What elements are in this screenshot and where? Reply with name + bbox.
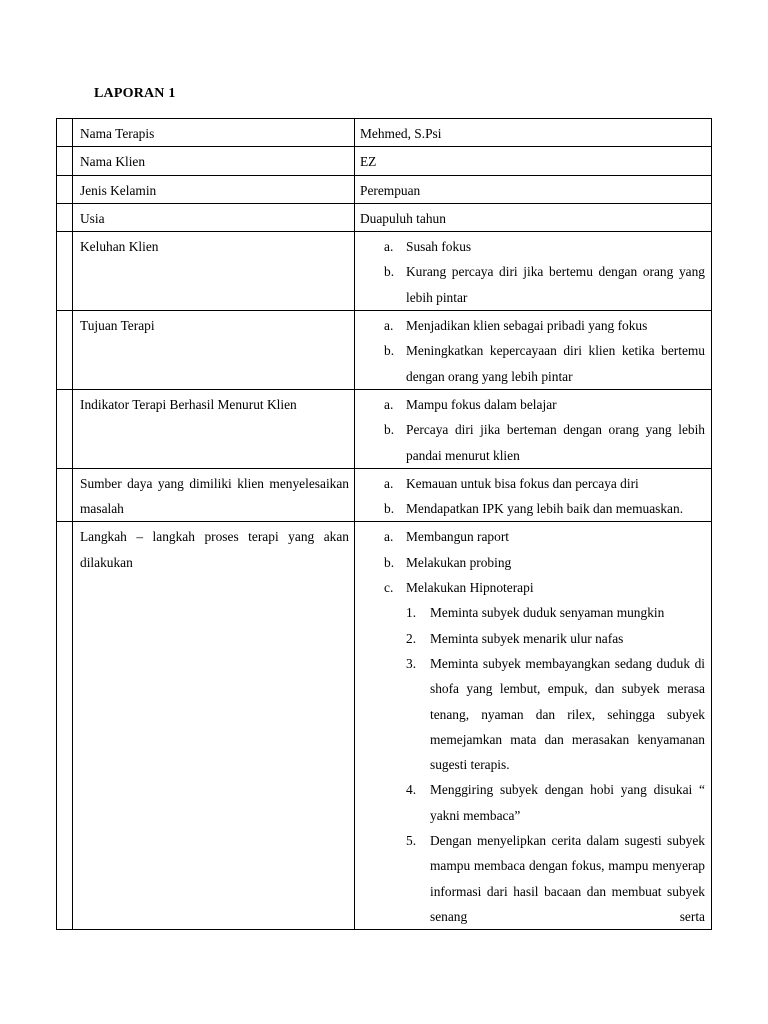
list-item: a. Membangun raport [384,529,510,545]
report-title: LAPORAN 1 [94,86,176,101]
report-table [56,118,712,930]
list-item: a. Kemauan untuk bisa fokus dan percaya diri [384,475,639,491]
list-item: b. Mendapatkan IPK yang lebih baik dan memuaskan. [384,501,684,517]
table-row [57,232,712,311]
table-row [57,119,712,147]
table-row [57,389,712,468]
row-value: Perempuan [360,182,421,198]
row-label: Tujuan Terapi [80,318,155,334]
list-item: b. Kurang percaya diri jika bertemu dengan orang yang lebih pintar [384,264,705,305]
list-item: b. Percaya diri jika berteman dengan orang yang lebih pandai menurut klien [384,422,705,463]
table-row [57,175,712,203]
row-label: Indikator Terapi Berhasil Menurut Klien [80,396,297,412]
row-label: Keluhan Klien [80,239,159,255]
list-item: b. Meningkatkan kepercayaan diri klien ketika bertemu dengan orang yang lebih pintar [384,343,705,384]
row-value: EZ [360,154,377,170]
row-label: Sumber daya yang dimiliki klien menyelesaikan masalah [80,475,349,517]
list-item: c. Melakukan Hipnoterapi [384,580,534,596]
sub-list-item: 2. Meminta subyek menarik ulur nafas [406,630,624,646]
sub-list-item: 3. Meminta subyek membayangkan sedang duduk di shofa yang lembut, empuk, dan subyek merasa tenang, nyaman dan rilex, sehingga subyek memejamkan mata dan merasakan kenyamanan sugesti terapis. [406,655,705,773]
row-label: Nama Klien [80,154,146,170]
row-label: Usia [80,210,105,226]
row-label: Jenis Kelamin [80,182,157,198]
table-row [57,203,712,231]
sub-list-item: 1. Meminta subyek duduk senyaman mungkin [406,605,665,621]
row-label: Langkah – langkah proses terapi yang akan dilakukan [80,529,349,570]
list-item: a. Menjadikan klien sebagai pribadi yang fokus [384,318,648,334]
row-label: Nama Terapis [80,126,155,141]
sub-list-item: 4. Menggiring subyek dengan hobi yang disukai “ yakni membaca” [406,782,705,823]
table-row [57,311,712,390]
list-item: a. Mampu fokus dalam belajar [384,396,557,412]
row-value: Duapuluh tahun [360,210,446,226]
table-row [57,522,712,930]
table-row [57,147,712,175]
list-item: a. Susah fokus [384,239,472,255]
row-value: Mehmed, S.Psi [360,126,442,141]
table-row [57,468,712,522]
list-item: b. Melakukan probing [384,554,512,570]
sub-list-item: 5. Dengan menyelipkan cerita dalam sugesti subyek mampu membaca dengan fokus, mampu menyerap informasi dari hasil bacaan dan membuat subyek senang serta [406,833,705,924]
